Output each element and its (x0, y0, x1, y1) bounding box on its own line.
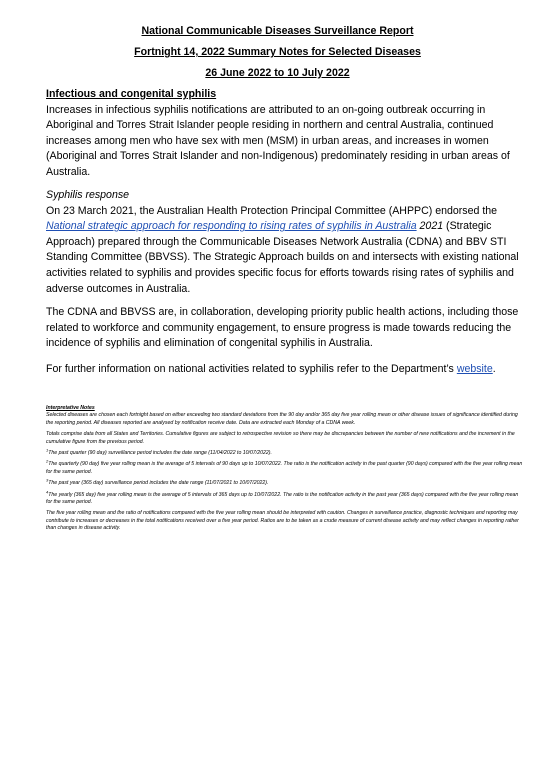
footnote-marker: 4 (46, 488, 49, 494)
note-past-year (46, 477, 524, 487)
report-title: National Communicable Diseases Surveillance Report (141, 25, 414, 37)
note-past-quarter (46, 447, 524, 457)
footnote-marker: 3 (46, 477, 49, 483)
note-selection: Selected diseases are chosen each fortnight based on either exceeding two standard deviations from the 90 day and/or 365 day five year rolling mean or other disease issues of significance identified during the reporting period. All diseases reported are analysed by notification receive date. Data are extracted each Monday of a CDNA week. (46, 412, 518, 426)
paragraph-2-rest: (Strategic Approach) prepared through the Communicable Diseases Network Australia (CDNA) and BBV STI Standing Committee (BBVSS). The Strategic Approach builds on and intersects with existing national activities related to syphilis and provides specific focus for efforts towards rising rates of syphilis and adverse outcomes in Australia. (46, 220, 519, 295)
note-past-quarter-text: The past quarter (90 day) surveillance period includes the date range (11/04/2022 to 10/07/2022). (48, 450, 272, 457)
paragraph-4-end: . (492, 363, 496, 375)
paragraph-2-lead: On 23 March 2021, the Australian Health Protection Principal Committee (AHPPC) endorsed the (46, 204, 498, 217)
syphilis-paragraph-1: Increases in infectious syphilis notifications are attributed to an on-going outbreak occurring in Aboriginal and Torres Strait Islander people residing in northern and central Australia, continued increases among men who have sex with men (MSM) in urban areas, and increases in women (Aboriginal and Torres Strait Islander and non-Indigenous) predominately residing in urban areas of Australia. (46, 103, 510, 178)
syphilis-paragraph-3: The CDNA and BBVSS are, in collaboration, developing priority public health actions, including those related to workforce and community engagement, to ensure progress is made towards reducing the incidence of syphilis and elimination of congenital syphilis in Australia. (46, 306, 519, 350)
syphilis-response-section (46, 188, 526, 297)
syphilis-paragraph-4 (46, 362, 526, 378)
strategic-approach-link[interactable]: National strategic approach for responding to rising rates of syphilis in Australia (46, 220, 417, 233)
syphilis-section (46, 87, 526, 181)
note-quarterly-mean (46, 458, 524, 476)
interpretative-notes (46, 405, 524, 537)
footnote-marker: 2 (46, 458, 49, 464)
note-quarterly-mean-text: The quarterly (90 day) five year rolling mean is the average of 5 intervals of 90 days up to 10/07/2022. The ratio is the notification activity in the past quarter (90 days) compared with the five year rolling mean for the same period. (46, 461, 523, 475)
syphilis-heading: Infectious and congenital syphilis (46, 88, 217, 100)
syphilis-response-heading: Syphilis response (46, 189, 130, 201)
paragraph-4-lead: For further information on national activities related to syphilis refer to the Department’s (46, 363, 457, 375)
syphilis-paragraph-2 (46, 204, 526, 298)
note-totals: Totals comprise data from all States and Territories. Cumulative figures are subject to retrospective revision so there may be discrepancies between the number of new notifications and the increment in the cumulative figure from the previous period. (46, 431, 515, 445)
note-caution: The five year rolling mean and the ratio of notifications compared with the five year rolling mean should be interpreted with caution. Changes in surveillance practice, diagnostic techniques and reporting may contribute to increases or decreases in the total notifications received over a five year period. Ratios are to be taken as a crude measure of current disease activity and may reflect changes in reporting rather than changes in disease activity. (46, 510, 519, 532)
report-date-range: 26 June 2022 to 10 July 2022 (205, 67, 350, 79)
strategic-approach-year: 2021 (416, 220, 444, 233)
department-website-link[interactable]: website (456, 363, 493, 375)
report-subtitle: Fortnight 14, 2022 Summary Notes for Selected Diseases (134, 46, 421, 58)
note-yearly-mean-text: The yearly (365 day) five year rolling mean is the average of 5 intervals of 365 days up to 10/07/2022. The ratio is the notification activity in the past year (365 days) compared with the five year rolling mean for the same period. (46, 491, 519, 506)
note-yearly-mean (46, 488, 524, 507)
notes-title: Interpretative Notes (46, 405, 95, 411)
footnote-marker: 1 (46, 447, 49, 453)
note-past-year-text: The past year (365 day) surveillance period includes the date range (11/07/2021 to 10/07/2022). (48, 480, 269, 487)
